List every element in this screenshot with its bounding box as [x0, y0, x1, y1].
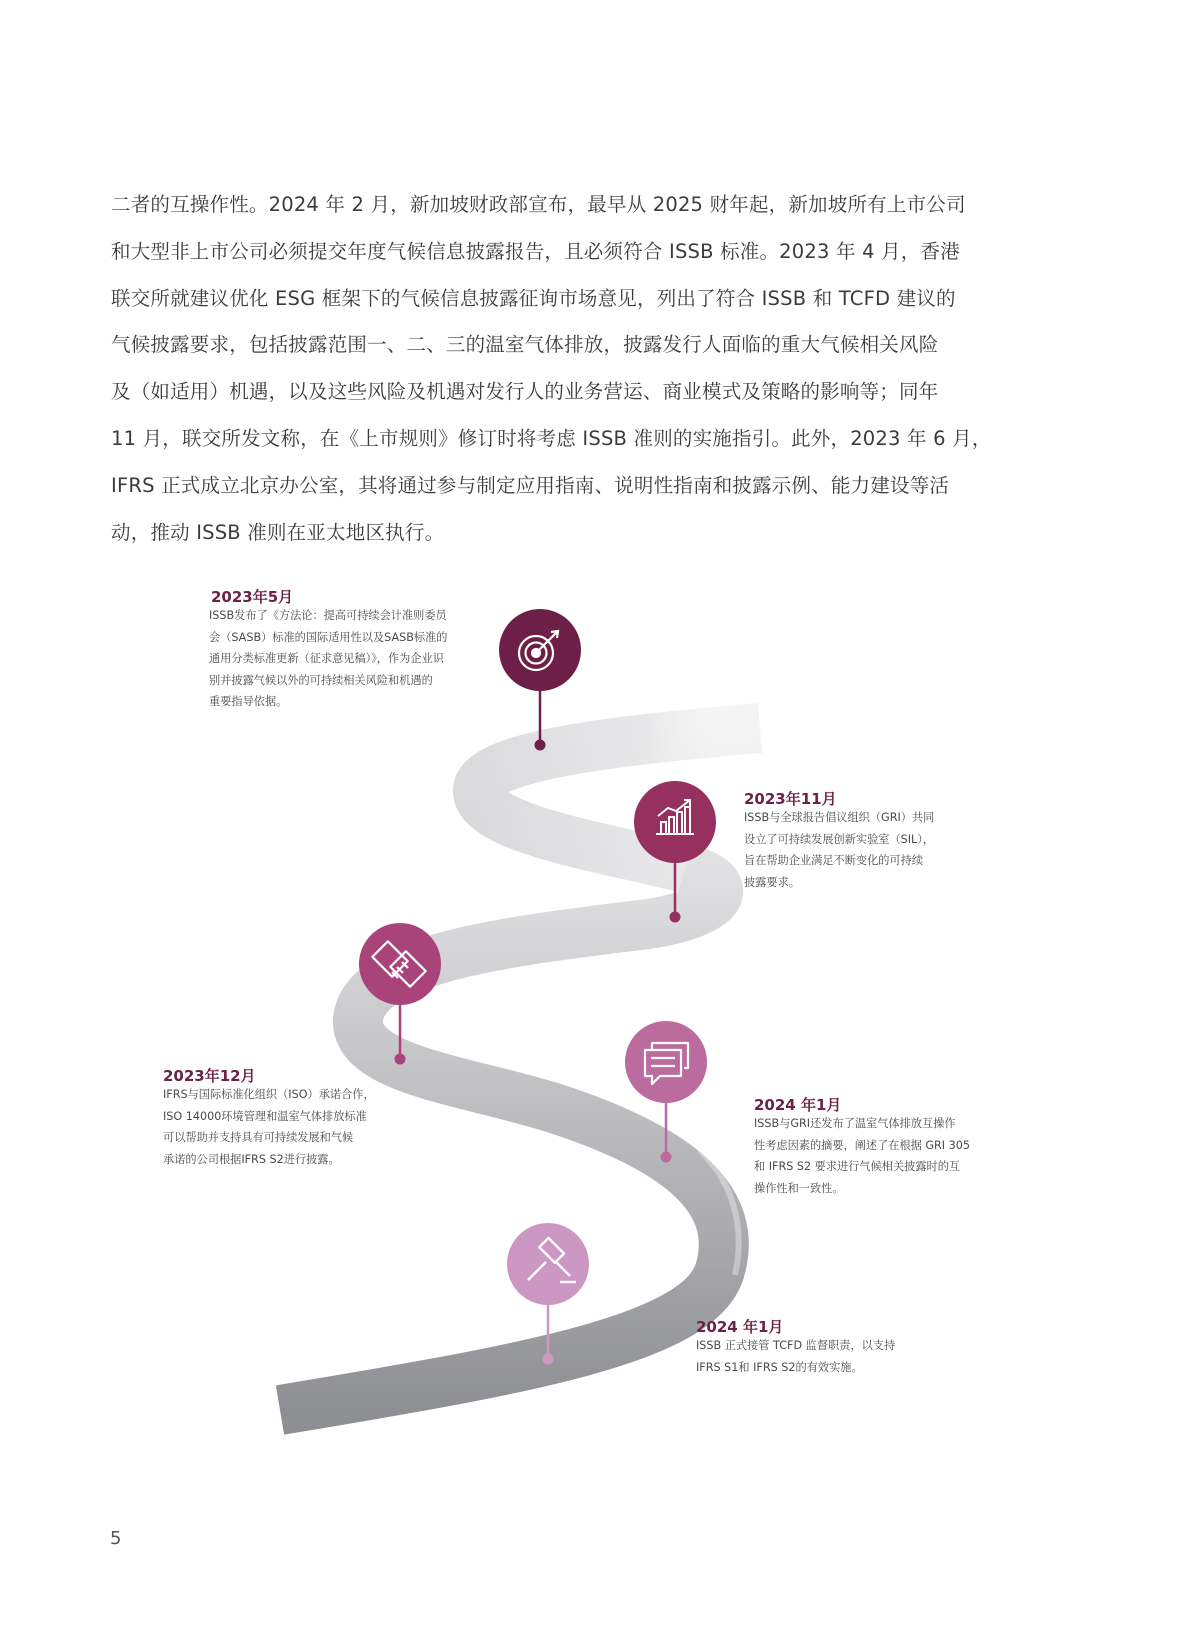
milestone-description — [744, 807, 934, 893]
body-line: 气候披露要求，包括披露范围一、二、三的温室气体排放，披露发行人面临的重大气候相关风险 — [111, 333, 939, 357]
milestone-dot — [661, 1152, 672, 1163]
description-line: 操作性和一致性。 — [754, 1181, 844, 1195]
milestone-description — [163, 1084, 375, 1170]
body-line: 二者的互操作性。2024 年 2 月，新加坡财政部宣布，最早从 2025 财年起，新加坡所有上市公司 — [111, 193, 966, 216]
description-line: 披露要求。 — [744, 875, 800, 889]
page-number: 5 — [110, 1528, 122, 1549]
road-highlight — [478, 728, 760, 868]
body-line: 11 月，联交所发文称，在《上市规则》修订时将考虑 ISSB 准则的实施指引。此外，2023 年 6 月， — [111, 426, 992, 450]
description-line: ISSB与GRI还发布了温室气体排放互操作 — [754, 1117, 956, 1130]
description-line: 可以帮助并支持具有可持续发展和气候 — [163, 1131, 354, 1145]
description-line: 和 IFRS S2 要求进行气候相关披露时的互 — [754, 1160, 961, 1174]
milestone-description — [696, 1335, 895, 1378]
description-line: 重要指导依据。 — [209, 695, 288, 709]
description-line: ISSB 正式接管 TCFD 监督职责，以支持 — [696, 1339, 896, 1352]
description-line: 承诺的公司根据IFRS S2进行披露。 — [163, 1152, 340, 1166]
description-line: ISO 14000环境管理和温室气体排放标准 — [163, 1109, 367, 1123]
milestone-date: 2023年11月 — [744, 790, 837, 808]
description-line: 旨在帮助企业满足不断变化的可持续 — [744, 854, 924, 868]
milestone-dot — [395, 1054, 406, 1065]
milestone-circle — [507, 1223, 589, 1305]
body-line: 动，推动 ISSB 准则在亚太地区执行。 — [111, 520, 445, 544]
milestone-circle — [359, 923, 441, 1005]
description-line: IFRS与国际标准化组织（ISO）承诺合作， — [163, 1088, 375, 1101]
milestone-date: 2024 年1月 — [754, 1096, 842, 1114]
description-line: 通用分类标准更新（征求意见稿）》，作为企业识 — [209, 652, 444, 666]
description-line: 会（SASB）标准的国际适用性以及SASB标准的 — [209, 630, 448, 644]
milestone-description — [754, 1113, 970, 1199]
milestone-date: 2023年12月 — [163, 1067, 256, 1085]
description-line: 设立了可持续发展创新实验室（SIL）， — [744, 832, 935, 846]
milestone-dot — [535, 740, 546, 751]
milestone-dot — [543, 1354, 554, 1365]
description-line: IFRS S1和 IFRS S2的有效实施。 — [696, 1360, 863, 1374]
body-line: 和大型非上市公司必须提交年度气候信息披露报告，且必须符合 ISSB 标准。2023 年 4 月，香港 — [111, 239, 960, 263]
description-line: ISSB与全球报告倡议组织（GRI）共同 — [744, 811, 935, 824]
body-line: 及（如适用）机遇，以及这些风险及机遇对发行人的业务营运、商业模式及策略的影响等；同年 — [111, 380, 939, 404]
body-line: 联交所就建议优化 ESG 框架下的气候信息披露征询市场意见，列出了符合 ISSB 和 TCFD 建议的 — [111, 286, 956, 310]
description-line: 性考虑因素的摘要，阐述了在根据 GRI 305 — [754, 1138, 971, 1152]
body-line: IFRS 正式成立北京办公室，其将通过参与制定应用指南、说明性指南和披露示例、能力建设等活 — [111, 473, 950, 497]
description-line: 别并披露气候以外的可持续相关风险和机遇的 — [209, 673, 433, 687]
milestone-dot — [670, 912, 681, 923]
milestone-date: 2024 年1月 — [696, 1318, 784, 1336]
milestone-description — [209, 605, 447, 713]
milestone-circle — [625, 1021, 707, 1103]
milestone-date: 2023年5月 — [211, 588, 294, 606]
description-line: ISSB发布了《方法论：提高可持续会计准则委员 — [209, 609, 447, 622]
